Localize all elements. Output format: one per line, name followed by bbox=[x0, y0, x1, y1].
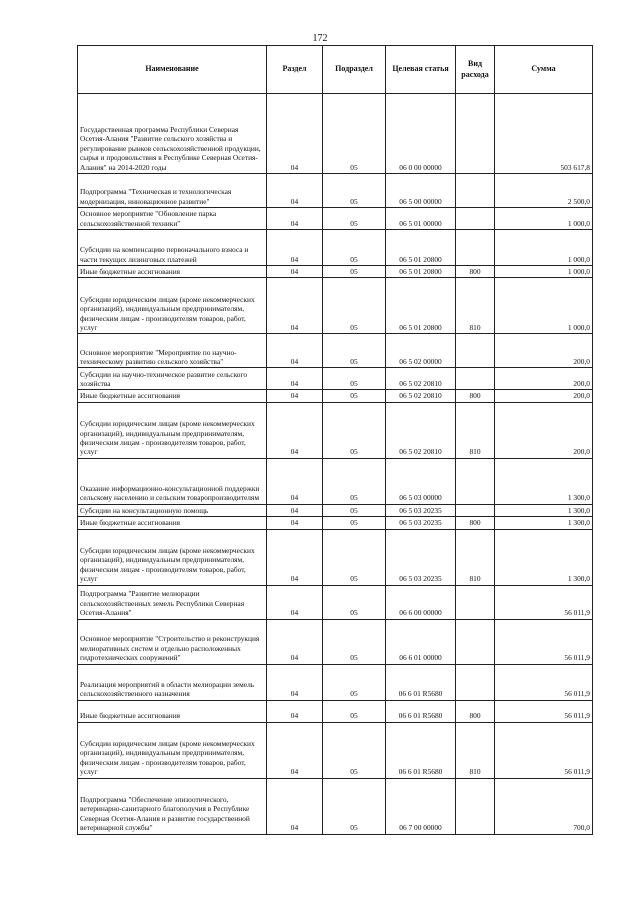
cell-summa: 1 000,0 bbox=[495, 230, 593, 266]
cell-summa: 1 000,0 bbox=[495, 266, 593, 278]
cell-vid: 810 bbox=[456, 278, 495, 334]
cell-razdel: 04 bbox=[267, 390, 323, 402]
cell-name: Подпрограмма "Техническая и технологическая модернизация, инновационное развитие" bbox=[78, 174, 267, 208]
cell-razdel: 04 bbox=[267, 619, 323, 664]
table-row bbox=[78, 390, 593, 402]
cell-podrazdel: 05 bbox=[323, 334, 386, 368]
cell-summa: 56 011,9 bbox=[495, 585, 593, 619]
cell-statya: 06 7 00 00000 bbox=[386, 778, 456, 834]
cell-name: Субсидии юридическим лицам (кроме некоммерческих организаций), индивидуальным предпринимателям, физическим лицам - производителям товаров, работ, услуг bbox=[78, 722, 267, 778]
cell-summa: 200,0 bbox=[495, 368, 593, 390]
cell-statya: 06 6 01 00000 bbox=[386, 619, 456, 664]
table-row bbox=[78, 664, 593, 700]
cell-statya: 06 5 01 20800 bbox=[386, 266, 456, 278]
column-header-razdel: Раздел bbox=[267, 46, 323, 94]
table-row bbox=[78, 278, 593, 334]
cell-name: Иные бюджетные ассигнования bbox=[78, 390, 267, 402]
cell-vid bbox=[456, 664, 495, 700]
cell-podrazdel: 05 bbox=[323, 778, 386, 834]
column-header-name: Наименование bbox=[78, 46, 267, 94]
column-header-summa: Сумма bbox=[495, 46, 593, 94]
cell-name: Субсидии на консультационную помощь bbox=[78, 504, 267, 516]
cell-name: Иные бюджетные ассигнования bbox=[78, 517, 267, 529]
cell-summa: 56 011,9 bbox=[495, 700, 593, 722]
table-row bbox=[78, 230, 593, 266]
cell-podrazdel: 05 bbox=[323, 700, 386, 722]
cell-vid: 810 bbox=[456, 402, 495, 458]
cell-razdel: 04 bbox=[267, 174, 323, 208]
table-row bbox=[78, 458, 593, 504]
cell-summa: 200,0 bbox=[495, 390, 593, 402]
cell-summa: 1 300,0 bbox=[495, 529, 593, 585]
cell-podrazdel: 05 bbox=[323, 368, 386, 390]
cell-vid bbox=[456, 94, 495, 174]
cell-summa: 56 011,9 bbox=[495, 619, 593, 664]
cell-podrazdel: 05 bbox=[323, 174, 386, 208]
cell-summa: 1 000,0 bbox=[495, 208, 593, 230]
cell-statya: 06 5 01 20800 bbox=[386, 230, 456, 266]
table-row bbox=[78, 266, 593, 278]
budget-table bbox=[77, 45, 593, 835]
column-header-statya: Целевая статья bbox=[386, 46, 456, 94]
cell-name: Государственная программа Республики Северная Осетия-Алания "Развитие сельского хозяйства и регулирование рынков сельскохозяйственной продукции, сырья и продовольствия в Республике Северная Осетия-Алания" на 2014-2020 годы bbox=[78, 94, 267, 174]
cell-razdel: 04 bbox=[267, 402, 323, 458]
page-number: 172 bbox=[312, 33, 328, 44]
table-header-row bbox=[78, 46, 593, 94]
cell-podrazdel: 05 bbox=[323, 390, 386, 402]
cell-statya: 06 5 03 20235 bbox=[386, 517, 456, 529]
cell-razdel: 04 bbox=[267, 334, 323, 368]
table-row bbox=[78, 174, 593, 208]
cell-summa: 1 300,0 bbox=[495, 458, 593, 504]
cell-name: Основное мероприятие "Мероприятие по научно-техническому развитию сельского хозяйства" bbox=[78, 334, 267, 368]
cell-razdel: 04 bbox=[267, 722, 323, 778]
cell-summa: 1 300,0 bbox=[495, 517, 593, 529]
cell-podrazdel: 05 bbox=[323, 230, 386, 266]
cell-vid bbox=[456, 208, 495, 230]
table-row bbox=[78, 585, 593, 619]
cell-name: Основное мероприятие "Обновление парка сельскохозяйственной техники" bbox=[78, 208, 267, 230]
cell-vid bbox=[456, 585, 495, 619]
cell-vid: 800 bbox=[456, 517, 495, 529]
table-row bbox=[78, 700, 593, 722]
cell-name: Реализация мероприятий в области мелиорации земель сельскохозяйственного назначения bbox=[78, 664, 267, 700]
table-row bbox=[78, 334, 593, 368]
cell-name: Подпрограмма "Развитие мелиорации сельскохозяйственных земель Республики Северная Осетия-Алания" bbox=[78, 585, 267, 619]
table-row bbox=[78, 368, 593, 390]
table-row bbox=[78, 619, 593, 664]
cell-razdel: 04 bbox=[267, 517, 323, 529]
cell-summa: 200,0 bbox=[495, 334, 593, 368]
cell-podrazdel: 05 bbox=[323, 585, 386, 619]
cell-razdel: 04 bbox=[267, 208, 323, 230]
cell-vid bbox=[456, 174, 495, 208]
cell-razdel: 04 bbox=[267, 94, 323, 174]
cell-statya: 06 6 01 R5680 bbox=[386, 664, 456, 700]
cell-statya: 06 5 03 00000 bbox=[386, 458, 456, 504]
cell-name: Оказание информационно-консультационной поддержки сельскому населению и сельским товаропроизводителям bbox=[78, 458, 267, 504]
cell-statya: 06 5 01 00000 bbox=[386, 208, 456, 230]
cell-name: Субсидии на компенсацию первоначального взноса и части текущих лизинговых платежей bbox=[78, 230, 267, 266]
cell-razdel: 04 bbox=[267, 529, 323, 585]
cell-summa: 200,0 bbox=[495, 402, 593, 458]
column-header-podrazdel: Подраздел bbox=[323, 46, 386, 94]
cell-name: Субсидии юридическим лицам (кроме некоммерческих организаций), индивидуальным предпринимателям, физическим лицам - производителям товаров, работ, услуг bbox=[78, 529, 267, 585]
cell-statya: 06 6 00 00000 bbox=[386, 585, 456, 619]
cell-vid bbox=[456, 619, 495, 664]
cell-statya: 06 5 02 20810 bbox=[386, 368, 456, 390]
cell-statya: 06 5 01 20800 bbox=[386, 278, 456, 334]
cell-podrazdel: 05 bbox=[323, 722, 386, 778]
cell-name: Субсидии на научно-техническое развитие сельского хозяйства bbox=[78, 368, 267, 390]
cell-podrazdel: 05 bbox=[323, 402, 386, 458]
cell-name: Иные бюджетные ассигнования bbox=[78, 266, 267, 278]
cell-summa: 503 617,8 bbox=[495, 94, 593, 174]
cell-podrazdel: 05 bbox=[323, 529, 386, 585]
cell-name: Основное мероприятие "Строительство и реконструкция мелиоративных систем и отдельно расположенных гидротехнических сооружений" bbox=[78, 619, 267, 664]
table-row bbox=[78, 402, 593, 458]
cell-razdel: 04 bbox=[267, 278, 323, 334]
cell-name: Иные бюджетные ассигнования bbox=[78, 700, 267, 722]
cell-razdel: 04 bbox=[267, 585, 323, 619]
cell-podrazdel: 05 bbox=[323, 94, 386, 174]
cell-statya: 06 5 00 00000 bbox=[386, 174, 456, 208]
cell-razdel: 04 bbox=[267, 458, 323, 504]
cell-podrazdel: 05 bbox=[323, 266, 386, 278]
cell-vid: 800 bbox=[456, 700, 495, 722]
table-row bbox=[78, 208, 593, 230]
cell-razdel: 04 bbox=[267, 266, 323, 278]
cell-name: Субсидии юридическим лицам (кроме некоммерческих организаций), индивидуальным предпринимателям, физическим лицам - производителям товаров, работ, услуг bbox=[78, 278, 267, 334]
cell-vid bbox=[456, 368, 495, 390]
cell-summa: 56 011,9 bbox=[495, 722, 593, 778]
cell-statya: 06 6 01 R5680 bbox=[386, 722, 456, 778]
cell-razdel: 04 bbox=[267, 504, 323, 516]
cell-razdel: 04 bbox=[267, 778, 323, 834]
cell-statya: 06 5 03 20235 bbox=[386, 529, 456, 585]
cell-podrazdel: 05 bbox=[323, 664, 386, 700]
cell-razdel: 04 bbox=[267, 700, 323, 722]
cell-statya: 06 5 02 20810 bbox=[386, 402, 456, 458]
cell-summa: 700,0 bbox=[495, 778, 593, 834]
cell-statya: 06 5 03 20235 bbox=[386, 504, 456, 516]
cell-name: Подпрограмма "Обеспечение эпизоотического, ветеринарно-санитарного благополучия в Республике Северная Осетия-Алания и развитие государственной ветеринарной службы" bbox=[78, 778, 267, 834]
cell-statya: 06 5 02 00000 bbox=[386, 334, 456, 368]
cell-vid bbox=[456, 504, 495, 516]
table-row bbox=[78, 94, 593, 174]
cell-summa: 2 500,0 bbox=[495, 174, 593, 208]
cell-summa: 1 300,0 bbox=[495, 504, 593, 516]
cell-razdel: 04 bbox=[267, 664, 323, 700]
cell-vid: 810 bbox=[456, 529, 495, 585]
cell-summa: 56 011,9 bbox=[495, 664, 593, 700]
table-row bbox=[78, 504, 593, 516]
cell-vid bbox=[456, 458, 495, 504]
cell-statya: 06 6 01 R5680 bbox=[386, 700, 456, 722]
table-row bbox=[78, 529, 593, 585]
cell-podrazdel: 05 bbox=[323, 504, 386, 516]
cell-statya: 06 0 00 00000 bbox=[386, 94, 456, 174]
cell-razdel: 04 bbox=[267, 368, 323, 390]
cell-vid: 800 bbox=[456, 390, 495, 402]
cell-podrazdel: 05 bbox=[323, 278, 386, 334]
cell-vid bbox=[456, 230, 495, 266]
cell-statya: 06 5 02 20810 bbox=[386, 390, 456, 402]
cell-podrazdel: 05 bbox=[323, 208, 386, 230]
cell-vid: 800 bbox=[456, 266, 495, 278]
cell-summa: 1 000,0 bbox=[495, 278, 593, 334]
cell-razdel: 04 bbox=[267, 230, 323, 266]
cell-vid bbox=[456, 778, 495, 834]
table-row bbox=[78, 722, 593, 778]
cell-podrazdel: 05 bbox=[323, 517, 386, 529]
cell-podrazdel: 05 bbox=[323, 619, 386, 664]
cell-vid bbox=[456, 334, 495, 368]
cell-podrazdel: 05 bbox=[323, 458, 386, 504]
cell-name: Субсидии юридическим лицам (кроме некоммерческих организаций), индивидуальным предпринимателям, физическим лицам - производителям товаров, работ, услуг bbox=[78, 402, 267, 458]
column-header-vid: Вид расхода bbox=[456, 46, 495, 94]
table-row bbox=[78, 517, 593, 529]
cell-vid: 810 bbox=[456, 722, 495, 778]
table-row bbox=[78, 778, 593, 834]
